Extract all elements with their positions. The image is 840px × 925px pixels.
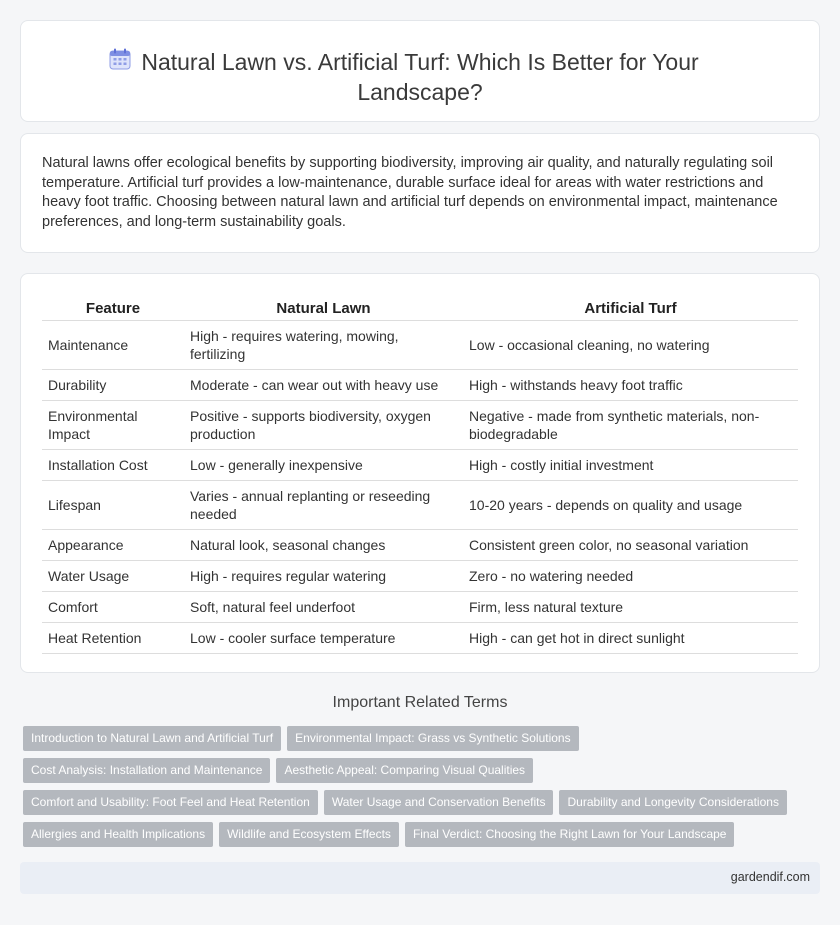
related-term-tag[interactable]: Comfort and Usability: Foot Feel and Heat Retention [23, 790, 318, 815]
table-cell: Installation Cost [42, 449, 184, 480]
table-cell: Negative - made from synthetic materials, non-biodegradable [463, 400, 798, 449]
related-term-tag[interactable]: Environmental Impact: Grass vs Synthetic Solutions [287, 726, 578, 751]
table-cell: Low - cooler surface temperature [184, 622, 463, 653]
table-cell: Maintenance [42, 320, 184, 369]
table-cell: Durability [42, 369, 184, 400]
table-cell: Comfort [42, 591, 184, 622]
table-cell: Moderate - can wear out with heavy use [184, 369, 463, 400]
table-cell: Positive - supports biodiversity, oxygen production [184, 400, 463, 449]
table-header-row [42, 296, 798, 320]
table-cell: Environmental Impact [42, 400, 184, 449]
table-cell: Firm, less natural texture [463, 591, 798, 622]
related-term-tag[interactable]: Allergies and Health Implications [23, 822, 213, 847]
table-row [42, 560, 798, 591]
table-row [42, 480, 798, 529]
table-cell: High - can get hot in direct sunlight [463, 622, 798, 653]
table-row [42, 449, 798, 480]
intro-paragraph: Natural lawns offer ecological benefits by supporting biodiversity, improving air quality, and naturally regulating soil temperature. Artificial turf provides a low-maintenance, durable surface ideal for areas with water restrictions and heavy foot traffic. Choosing between natural lawn and artificial turf depends on environmental impact, maintenance preferences, and long-term sustainability goals. [42, 155, 778, 231]
table-row [42, 622, 798, 653]
page-title: Natural Lawn vs. Artificial Turf: Which Is Better for Your Landscape? [141, 49, 699, 105]
related-term-tag[interactable]: Final Verdict: Choosing the Right Lawn for Your Landscape [405, 822, 735, 847]
related-terms-list [23, 726, 813, 854]
table-row [42, 400, 798, 449]
table-cell: Appearance [42, 529, 184, 560]
table-cell: High - costly initial investment [463, 449, 798, 480]
related-term-tag[interactable]: Cost Analysis: Installation and Maintenance [23, 758, 270, 783]
table-cell: High - withstands heavy foot traffic [463, 369, 798, 400]
table-row [42, 529, 798, 560]
related-term-tag[interactable]: Wildlife and Ecosystem Effects [219, 822, 399, 847]
related-term-tag[interactable]: Introduction to Natural Lawn and Artificial Turf [23, 726, 281, 751]
intro-card [20, 133, 820, 253]
title-card [20, 20, 820, 122]
related-term-tag[interactable]: Water Usage and Conservation Benefits [324, 790, 554, 815]
column-header-natural-lawn: Natural Lawn [184, 296, 463, 320]
table-cell: Varies - annual replanting or reseeding needed [184, 480, 463, 529]
comparison-table-card [20, 273, 820, 673]
table-cell: High - requires regular watering [184, 560, 463, 591]
table-row [42, 320, 798, 369]
table-cell: Natural look, seasonal changes [184, 529, 463, 560]
table-cell: Low - generally inexpensive [184, 449, 463, 480]
related-term-tag[interactable]: Durability and Longevity Considerations [559, 790, 786, 815]
table-cell: Heat Retention [42, 622, 184, 653]
table-cell: Zero - no watering needed [463, 560, 798, 591]
table-row [42, 369, 798, 400]
related-terms-heading: Important Related Terms [332, 694, 508, 711]
table-cell: Water Usage [42, 560, 184, 591]
site-name[interactable]: gardendif.com [730, 870, 810, 884]
comparison-table [42, 296, 798, 654]
footer [20, 862, 820, 894]
column-header-feature: Feature [42, 296, 184, 320]
related-term-tag[interactable]: Aesthetic Appeal: Comparing Visual Qualities [276, 758, 533, 783]
table-cell: 10-20 years - depends on quality and usage [463, 480, 798, 529]
table-cell: High - requires watering, mowing, fertilizing [184, 320, 463, 369]
table-cell: Consistent green color, no seasonal variation [463, 529, 798, 560]
column-header-artificial-turf: Artificial Turf [463, 296, 798, 320]
table-cell: Low - occasional cleaning, no watering [463, 320, 798, 369]
table-row [42, 591, 798, 622]
table-cell: Lifespan [42, 480, 184, 529]
table-cell: Soft, natural feel underfoot [184, 591, 463, 622]
